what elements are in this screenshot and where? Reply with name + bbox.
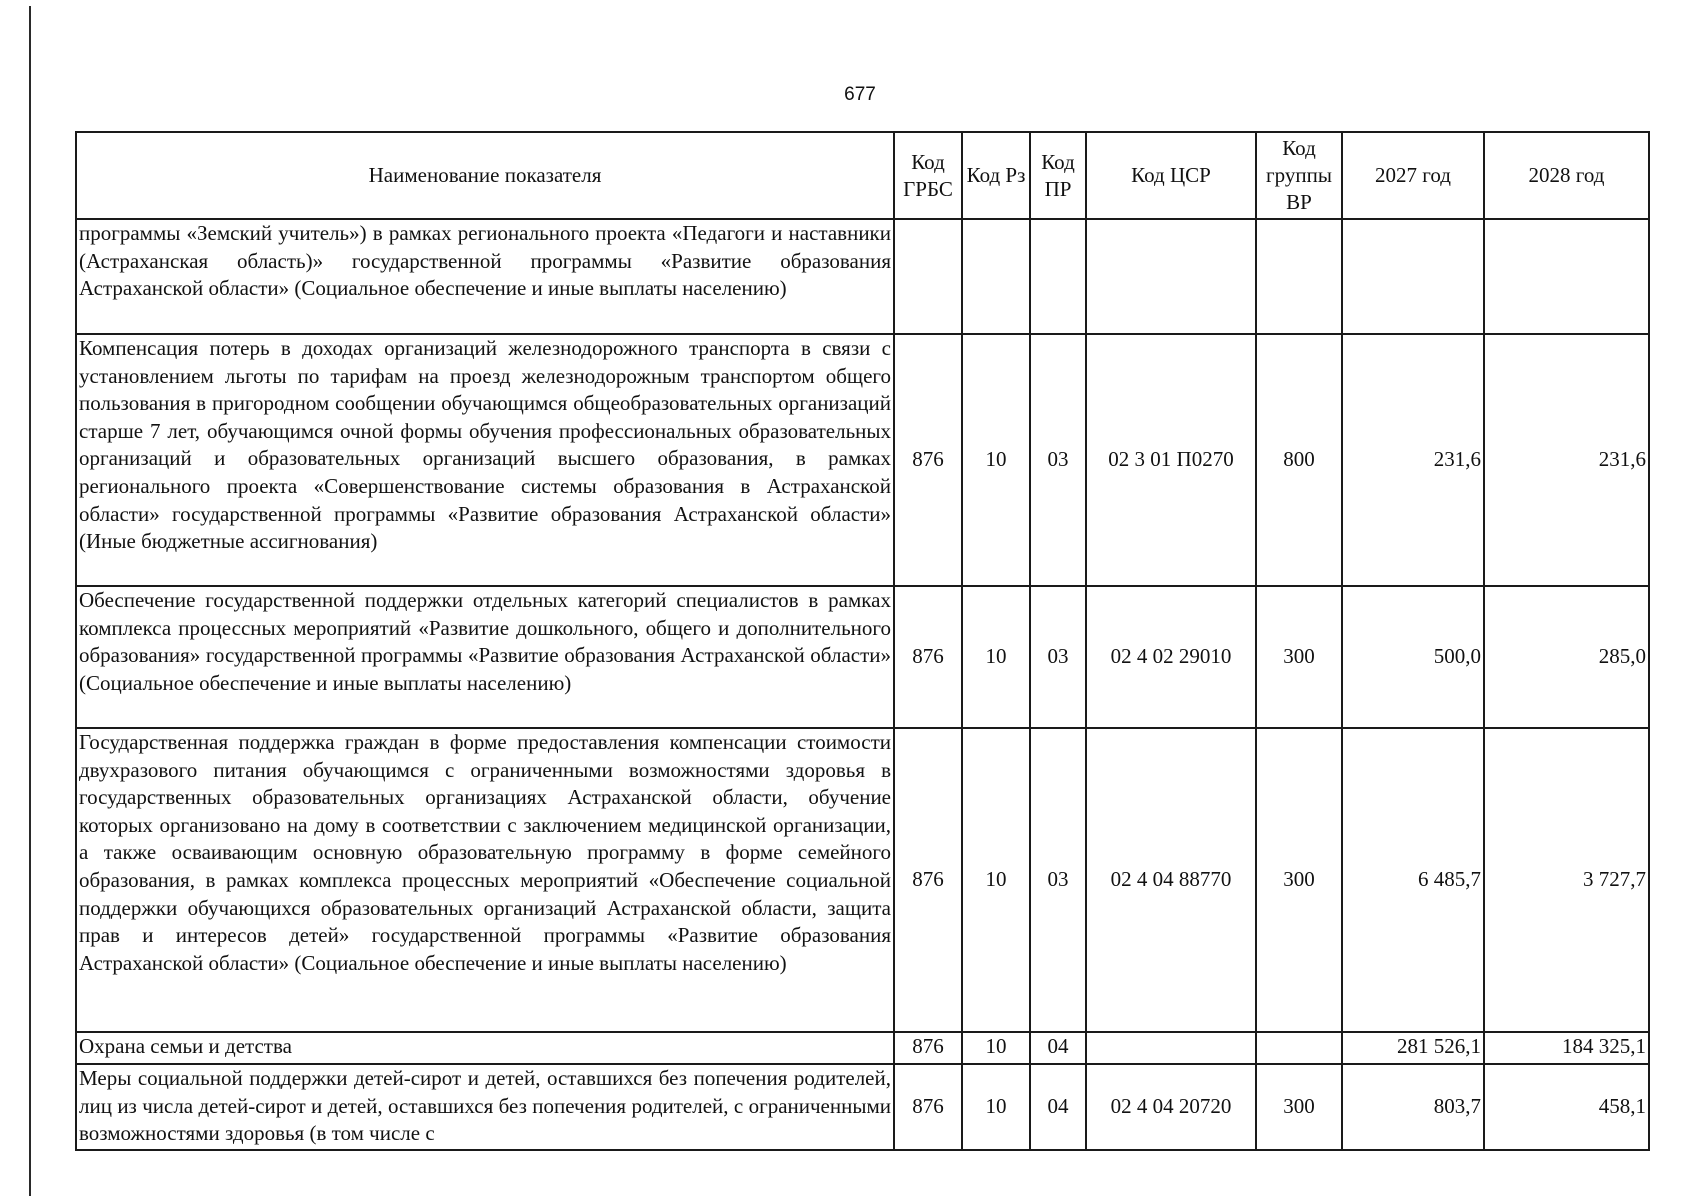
row-grbs: 876 bbox=[894, 586, 962, 728]
row-amount-2028: 184 325,1 bbox=[1484, 1032, 1649, 1064]
row-pr: 03 bbox=[1030, 586, 1086, 728]
row-csr: 02 3 01 П0270 bbox=[1086, 334, 1256, 586]
row-amount-2028: 285,0 bbox=[1484, 586, 1649, 728]
table-row bbox=[76, 1064, 1649, 1150]
row-csr bbox=[1086, 219, 1256, 334]
row-pr: 04 bbox=[1030, 1064, 1086, 1150]
row-amount-2028 bbox=[1484, 219, 1649, 334]
row-csr bbox=[1086, 1032, 1256, 1064]
row-grbs bbox=[894, 219, 962, 334]
header-rz: Код Рз bbox=[962, 132, 1030, 219]
row-name: Охрана семьи и детства bbox=[76, 1032, 894, 1064]
header-csr: Код ЦСР bbox=[1086, 132, 1256, 219]
row-pr: 03 bbox=[1030, 728, 1086, 1032]
row-rz bbox=[962, 219, 1030, 334]
header-vr: Код группы ВР bbox=[1256, 132, 1342, 219]
row-rz: 10 bbox=[962, 334, 1030, 586]
row-amount-2028: 231,6 bbox=[1484, 334, 1649, 586]
row-rz: 10 bbox=[962, 586, 1030, 728]
row-amount-2027: 231,6 bbox=[1342, 334, 1484, 586]
row-pr bbox=[1030, 219, 1086, 334]
table-header-row bbox=[76, 132, 1649, 219]
header-pr: Код ПР bbox=[1030, 132, 1086, 219]
header-2028: 2028 год bbox=[1484, 132, 1649, 219]
header-2027: 2027 год bbox=[1342, 132, 1484, 219]
header-grbs: Код ГРБС bbox=[894, 132, 962, 219]
row-csr: 02 4 04 20720 bbox=[1086, 1064, 1256, 1150]
table-row bbox=[76, 334, 1649, 586]
row-csr: 02 4 04 88770 bbox=[1086, 728, 1256, 1032]
row-pr: 03 bbox=[1030, 334, 1086, 586]
row-name: Обеспечение государственной поддержки отдельных категорий специалистов в рамках комплекса процессных мероприятий «Развитие дошкольного, общего и дополнительного образования» государственной программы «Развитие образования Астраханской области» (Социальное обеспечение и иные выплаты населению) bbox=[76, 586, 894, 728]
page-number: 677 bbox=[844, 84, 876, 105]
row-grbs: 876 bbox=[894, 728, 962, 1032]
row-name: Государственная поддержка граждан в форме предоставления компенсации стоимости двухразового питания обучающимся с ограниченными возможностями здоровья в государственных образовательных организациях Астраханской области, обучение которых организовано на дому в соответствии с заключением медицинской организации, а также осваивающим основную образовательную программу в форме семейного образования, в рамках комплекса процессных мероприятий «Обеспечение социальной поддержки обучающихся образовательных организаций Астраханской области, защита прав и интересов детей» государственной программы «Развитие образования Астраханской области» (Социальное обеспечение и иные выплаты населению) bbox=[76, 728, 894, 1032]
row-vr: 800 bbox=[1256, 334, 1342, 586]
row-amount-2027 bbox=[1342, 219, 1484, 334]
table-row bbox=[76, 728, 1649, 1032]
row-rz: 10 bbox=[962, 1064, 1030, 1150]
row-vr bbox=[1256, 219, 1342, 334]
row-amount-2027: 6 485,7 bbox=[1342, 728, 1484, 1032]
row-grbs: 876 bbox=[894, 1032, 962, 1064]
row-grbs: 876 bbox=[894, 1064, 962, 1150]
row-rz: 10 bbox=[962, 1032, 1030, 1064]
table-row-subtotal bbox=[76, 1032, 1649, 1064]
budget-table bbox=[75, 131, 1650, 1151]
row-grbs: 876 bbox=[894, 334, 962, 586]
row-amount-2027: 281 526,1 bbox=[1342, 1032, 1484, 1064]
row-name: программы «Земский учитель») в рамках регионального проекта «Педагоги и наставники (Астраханская область)» государственной программы «Развитие образования Астраханской области» (Социальное обеспечение и иные выплаты населению) bbox=[76, 219, 894, 334]
row-csr: 02 4 02 29010 bbox=[1086, 586, 1256, 728]
row-name: Компенсация потерь в доходах организаций железнодорожного транспорта в связи с установлением льготы по тарифам на проезд железнодорожным транспортом общего пользования в пригородном сообщении обучающимся общеобразовательных организаций старше 7 лет, обучающимся очной формы обучения профессиональных образовательных организаций и образовательных организаций высшего образования, в рамках регионального проекта «Совершенствование системы образования в Астраханской области» государственной программы «Развитие образования Астраханской области» (Иные бюджетные ассигнования) bbox=[76, 334, 894, 586]
row-amount-2028: 3 727,7 bbox=[1484, 728, 1649, 1032]
row-vr: 300 bbox=[1256, 586, 1342, 728]
row-vr: 300 bbox=[1256, 728, 1342, 1032]
row-amount-2028: 458,1 bbox=[1484, 1064, 1649, 1150]
table-row bbox=[76, 586, 1649, 728]
row-name: Меры социальной поддержки детей-сирот и детей, оставшихся без попечения родителей, лиц из числа детей-сирот и детей, оставшихся без попечения родителей, с ограниченными возможностями здоровья (в том числе с bbox=[76, 1064, 894, 1150]
row-amount-2027: 500,0 bbox=[1342, 586, 1484, 728]
row-vr bbox=[1256, 1032, 1342, 1064]
row-amount-2027: 803,7 bbox=[1342, 1064, 1484, 1150]
binding-edge-line bbox=[29, 6, 31, 1196]
row-vr: 300 bbox=[1256, 1064, 1342, 1150]
row-pr: 04 bbox=[1030, 1032, 1086, 1064]
table-row bbox=[76, 219, 1649, 334]
row-rz: 10 bbox=[962, 728, 1030, 1032]
header-name: Наименование показателя bbox=[76, 132, 894, 219]
